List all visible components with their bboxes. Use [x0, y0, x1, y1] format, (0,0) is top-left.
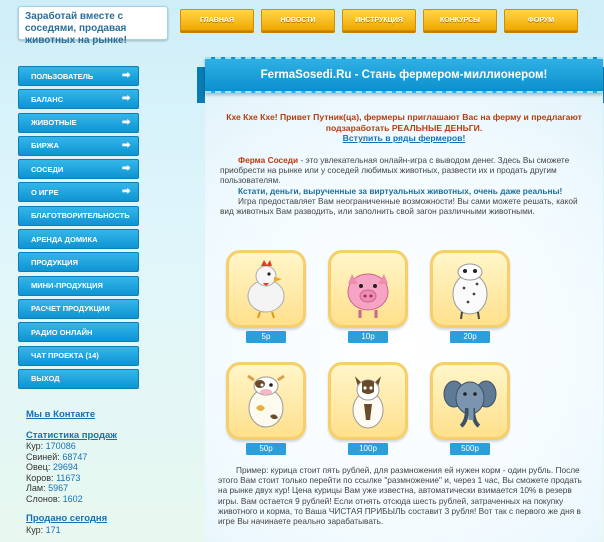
stat-row [26, 494, 156, 505]
sidebar-item-products-calc[interactable] [18, 299, 139, 319]
tab-instructions[interactable]: ИНСТРУКЦИЯ [342, 9, 416, 31]
description-more: Игра предоставляет Вам неограниченные возможности! Вы сами можете решать, какой вид животных Вам разводить, или заполнить свой загон различными животными. [220, 195, 578, 217]
stat-value: 170086 [45, 441, 76, 451]
top-navigation [180, 9, 578, 31]
sidebar-item-label: МИНИ-ПРОДУКЦИЯ [31, 281, 103, 291]
animal-card-sheep[interactable] [430, 250, 510, 343]
sales-stats-title[interactable]: Статистика продаж [26, 429, 118, 441]
tab-forum[interactable]: ФОРУМ [504, 9, 578, 31]
stat-name: Овец: [26, 462, 51, 472]
sidebar-item-exchange[interactable] [18, 136, 139, 156]
profit-example [218, 465, 593, 526]
site-slogan: Заработай вместе с соседями, продавая животных на рынке! [18, 6, 168, 40]
stat-row [26, 462, 156, 473]
price-label: 10р [348, 331, 388, 343]
arrow-right-icon: ➡ [122, 70, 131, 81]
sidebar-item-label: О ИГРЕ [31, 187, 59, 197]
price-label: 20р [450, 331, 490, 343]
intro-block [215, 112, 593, 144]
sidebar-item-charity[interactable] [18, 206, 139, 226]
arrow-right-icon: ➡ [122, 163, 131, 175]
brand-name: Ферма Соседи [238, 155, 299, 165]
sidebar-item-radio[interactable] [18, 322, 139, 342]
elephant-icon [430, 362, 510, 440]
arrow-right-icon: ➡ [122, 93, 131, 105]
sidebar-item-label: БИРЖА [31, 141, 59, 151]
sidebar-item-chat[interactable] [18, 346, 139, 366]
stat-value: 171 [45, 524, 61, 535]
sidebar-item-label: ПОЛЬЗОВАТЕЛЬ [31, 71, 94, 81]
sidebar-item-logout[interactable] [18, 369, 139, 389]
price-label: 500р [450, 443, 490, 455]
sidebar-item-products[interactable] [18, 252, 139, 272]
animal-card-chicken[interactable] [226, 250, 306, 343]
sheep-icon [430, 250, 510, 328]
cow-icon [226, 362, 306, 440]
sidebar-item-about[interactable] [18, 182, 139, 202]
stat-name: Кур: [26, 441, 44, 451]
stat-name: Лам: [26, 483, 46, 493]
tab-news[interactable]: НОВОСТИ [261, 9, 335, 31]
stat-value: 5967 [48, 483, 69, 493]
profit-example-text: Пример: курица стоит пять рублей, для размножения ей нужен корм - один рубль. После этого Вам стоит только перейти по ссылке "размножение" и, через 1 час, Вы сможете продать на рынке двух кур! Цена курицы Вам уже известна, автоматически взимается 10% в резерв игры. Вам остается 9 рублей! Если отнять отсюда шесть рублей, затраченных на покупку животного и корма, то Ваша ЧИСТАЯ ПРИБЫЛЬ составит 3 рубля! Вот так с первого же дня в игре Вы начинаете реально зарабатывать. [218, 465, 582, 527]
sidebar-item-label: ПРОДУКЦИЯ [31, 257, 78, 267]
animal-card-pig[interactable] [328, 250, 408, 343]
description [220, 155, 592, 216]
vk-link[interactable]: Мы в Контакте [26, 409, 96, 420]
stats-panel [26, 410, 156, 535]
stat-value: 1602 [62, 493, 83, 504]
sold-today-title[interactable]: Продано сегодня [26, 513, 108, 524]
llama-icon [328, 362, 408, 440]
stat-row [26, 525, 156, 536]
price-label: 5р [246, 331, 286, 343]
animal-card-elephant[interactable] [430, 362, 510, 455]
animal-card-llama[interactable] [328, 362, 408, 455]
stat-name: Кур: [26, 524, 44, 535]
sidebar-item-label: ЖИВОТНЫЕ [31, 118, 77, 128]
sidebar-item-label: БАЛАНС [31, 94, 64, 104]
sidebar-item-animals[interactable] [18, 113, 139, 133]
sidebar-item-label: ЧАТ ПРОЕКТА (14) [31, 351, 99, 361]
animals-grid [226, 250, 586, 460]
sidebar-item-label: СОСЕДИ [31, 164, 64, 174]
tab-contests[interactable]: КОНКУРСЫ [423, 9, 497, 31]
join-link[interactable]: Вступить в ряды фермеров! [342, 133, 466, 143]
stat-name: Свиней: [26, 451, 60, 462]
price-label: 50р [246, 443, 286, 455]
stat-name: Коров: [26, 472, 54, 483]
stat-row [26, 483, 156, 494]
price-label: 100р [348, 443, 388, 455]
stat-value: 29694 [52, 462, 78, 472]
sidebar-item-label: РАДИО ОНЛАЙН [31, 327, 93, 337]
description-paragraph [220, 155, 592, 186]
stat-name: Слонов: [26, 493, 61, 504]
stat-value: 68747 [62, 451, 88, 462]
stat-row [26, 441, 156, 452]
sidebar-item-label: ВЫХОД [31, 374, 60, 384]
sidebar-item-label: БЛАГОТВОРИТЕЛЬНОСТЬ [31, 211, 130, 221]
top-bar [0, 0, 604, 50]
sidebar-item-user[interactable] [18, 66, 139, 86]
tab-home[interactable]: ГЛАВНАЯ [180, 9, 254, 31]
animal-card-cow[interactable] [226, 362, 306, 455]
sidebar-item-label: АРЕНДА ДОМИКА [31, 234, 98, 244]
page-title-ribbon: FermaSosedi.Ru - Стань фермером-миллионером! [205, 57, 603, 93]
stat-row [26, 452, 156, 463]
pig-icon [328, 250, 408, 328]
description-text: - это увлекательная онлайн-игра с выводом денег. Здесь Вы сможете приобрести на рынке или у соседей любимых животных, развести их и продать другим пользователям. [220, 155, 570, 186]
intro-text: Кхе Кхе Кхе! Привет Путник(ца), фермеры приглашают Вас на ферму и предлагают подзаработать РЕАЛЬНЫЕ ДЕНЬГИ. [226, 112, 582, 133]
arrow-right-icon: ➡ [122, 116, 131, 128]
stat-row [26, 473, 156, 484]
chicken-icon [226, 250, 306, 328]
sidebar-item-house-rent[interactable] [18, 229, 139, 249]
arrow-right-icon: ➡ [122, 186, 131, 198]
sidebar-item-neighbors[interactable] [18, 159, 139, 179]
sidebar-item-balance[interactable] [18, 89, 139, 109]
sidebar-item-mini-products[interactable] [18, 276, 139, 296]
description-highlight: Кстати, деньги, вырученные за виртуальных животных, очень даже реальны! [238, 185, 563, 196]
sidebar-item-label: РАСЧЕТ ПРОДУКЦИИ [31, 304, 110, 314]
sidebar-menu [18, 66, 139, 392]
stat-value: 11673 [56, 472, 81, 483]
arrow-right-icon: ➡ [122, 139, 131, 151]
